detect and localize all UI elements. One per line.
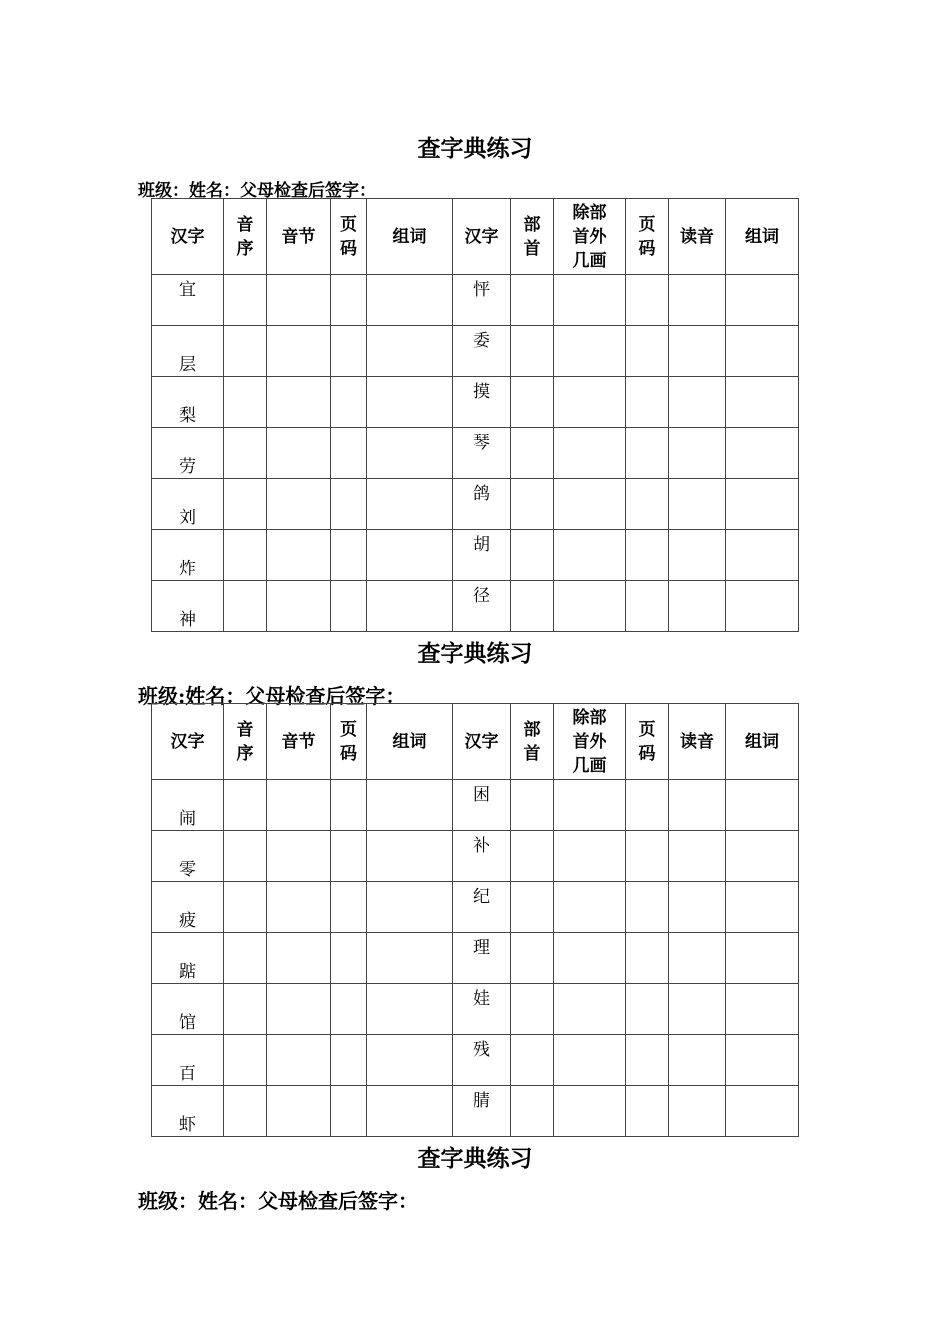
header-text: 码 [638, 743, 656, 764]
blank-cell[interactable] [331, 831, 367, 882]
right-char-cell: 残 [453, 1035, 511, 1086]
blank-cell[interactable] [669, 377, 726, 428]
blank-cell[interactable] [331, 377, 367, 428]
blank-cell[interactable] [511, 479, 554, 530]
blank-cell[interactable] [511, 882, 554, 933]
table-row [152, 479, 799, 530]
blank-cell[interactable] [626, 831, 669, 882]
blank-cell[interactable] [224, 479, 267, 530]
header-yinjie: 音节 [267, 199, 331, 275]
header-text: 音 [236, 214, 254, 235]
table-header-row [152, 199, 799, 275]
blank-cell[interactable] [511, 984, 554, 1035]
blank-cell[interactable] [367, 530, 453, 581]
blank-cell[interactable] [224, 984, 267, 1035]
right-char-cell: 胡 [453, 530, 511, 581]
blank-cell[interactable] [367, 326, 453, 377]
left-char-cell: 刘 [152, 479, 224, 530]
header-text: 音 [236, 719, 254, 740]
header-strokes [554, 704, 626, 780]
table-row [152, 275, 799, 326]
blank-cell[interactable] [267, 882, 331, 933]
blank-cell[interactable] [669, 479, 726, 530]
blank-cell[interactable] [224, 831, 267, 882]
blank-cell[interactable] [554, 1035, 626, 1086]
table-row [152, 377, 799, 428]
blank-cell[interactable] [367, 428, 453, 479]
header-text: 页 [340, 719, 357, 740]
table-row [152, 1086, 799, 1137]
blank-cell[interactable] [331, 581, 367, 632]
blank-cell[interactable] [669, 984, 726, 1035]
right-char-cell: 怦 [453, 275, 511, 326]
blank-cell[interactable] [267, 984, 331, 1035]
blank-cell[interactable] [554, 882, 626, 933]
section-1-info-line: 班级：姓名：父母检查后签字： [138, 181, 376, 201]
section-1-title: 查字典练习 [417, 135, 533, 162]
left-char-cell: 虾 [152, 1086, 224, 1137]
header-text: 序 [236, 238, 254, 259]
blank-cell[interactable] [224, 275, 267, 326]
section-2-table [151, 703, 799, 1137]
blank-cell[interactable] [331, 479, 367, 530]
blank-cell[interactable] [267, 326, 331, 377]
blank-cell[interactable] [726, 581, 799, 632]
header-yinjie: 音节 [267, 704, 331, 780]
header-text: 首外 [572, 731, 607, 752]
blank-cell[interactable] [224, 1035, 267, 1086]
blank-cell[interactable] [331, 780, 367, 831]
blank-cell[interactable] [726, 377, 799, 428]
blank-cell[interactable] [626, 780, 669, 831]
blank-cell[interactable] [669, 428, 726, 479]
left-char-cell: 神 [152, 581, 224, 632]
header-hanzi: 汉字 [152, 704, 224, 780]
blank-cell[interactable] [367, 984, 453, 1035]
blank-cell[interactable] [726, 933, 799, 984]
section-3-info-line: 班级：姓名：父母检查后签字： [138, 1189, 418, 1213]
right-char-cell: 摸 [453, 377, 511, 428]
header-text: 除部 [572, 202, 607, 223]
header-yinxu [224, 199, 267, 275]
blank-cell[interactable] [554, 326, 626, 377]
blank-cell[interactable] [554, 530, 626, 581]
blank-cell[interactable] [554, 984, 626, 1035]
left-char-cell: 百 [152, 1035, 224, 1086]
blank-cell[interactable] [726, 831, 799, 882]
blank-cell[interactable] [626, 933, 669, 984]
blank-cell[interactable] [224, 428, 267, 479]
table-row [152, 831, 799, 882]
section-2-info-line: 班级:姓名：父母检查后签字： [138, 684, 406, 708]
blank-cell[interactable] [726, 479, 799, 530]
blank-cell[interactable] [669, 1035, 726, 1086]
blank-cell[interactable] [669, 581, 726, 632]
blank-cell[interactable] [626, 984, 669, 1035]
blank-cell[interactable] [626, 581, 669, 632]
blank-cell[interactable] [224, 1086, 267, 1137]
blank-cell[interactable] [626, 275, 669, 326]
blank-cell[interactable] [367, 581, 453, 632]
header-text: 码 [340, 743, 357, 764]
header-zuci-2: 组词 [726, 199, 799, 275]
left-char-cell: 零 [152, 831, 224, 882]
blank-cell[interactable] [511, 780, 554, 831]
blank-cell[interactable] [367, 377, 453, 428]
left-char-cell: 劳 [152, 428, 224, 479]
blank-cell[interactable] [626, 377, 669, 428]
blank-cell[interactable] [511, 275, 554, 326]
left-char-cell: 踮 [152, 933, 224, 984]
table-header-row [152, 704, 799, 780]
blank-cell[interactable] [224, 377, 267, 428]
header-duyin: 读音 [669, 199, 726, 275]
blank-cell[interactable] [511, 326, 554, 377]
blank-cell[interactable] [626, 1035, 669, 1086]
blank-cell[interactable] [554, 831, 626, 882]
blank-cell[interactable] [626, 326, 669, 377]
right-char-cell: 腈 [453, 1086, 511, 1137]
header-yema [331, 199, 367, 275]
blank-cell[interactable] [554, 275, 626, 326]
blank-cell[interactable] [669, 275, 726, 326]
blank-cell[interactable] [554, 581, 626, 632]
right-char-cell: 理 [453, 933, 511, 984]
header-text: 几画 [572, 250, 607, 271]
header-text: 页 [638, 214, 656, 235]
blank-cell[interactable] [224, 780, 267, 831]
blank-cell[interactable] [511, 428, 554, 479]
header-strokes [554, 199, 626, 275]
blank-cell[interactable] [726, 882, 799, 933]
header-bushou [511, 704, 554, 780]
blank-cell[interactable] [367, 479, 453, 530]
blank-cell[interactable] [267, 933, 331, 984]
right-char-cell: 琴 [453, 428, 511, 479]
header-hanzi-2: 汉字 [453, 704, 511, 780]
blank-cell[interactable] [554, 1086, 626, 1137]
blank-cell[interactable] [669, 780, 726, 831]
header-text: 码 [638, 238, 656, 259]
table-row [152, 780, 799, 831]
blank-cell[interactable] [331, 933, 367, 984]
blank-cell[interactable] [726, 1086, 799, 1137]
blank-cell[interactable] [726, 780, 799, 831]
blank-cell[interactable] [554, 428, 626, 479]
blank-cell[interactable] [267, 377, 331, 428]
header-zuci-2: 组词 [726, 704, 799, 780]
blank-cell[interactable] [669, 933, 726, 984]
blank-cell[interactable] [267, 831, 331, 882]
blank-cell[interactable] [511, 530, 554, 581]
header-yema-2 [626, 704, 669, 780]
blank-cell[interactable] [331, 882, 367, 933]
blank-cell[interactable] [669, 530, 726, 581]
blank-cell[interactable] [331, 984, 367, 1035]
blank-cell[interactable] [331, 1086, 367, 1137]
blank-cell[interactable] [224, 933, 267, 984]
blank-cell[interactable] [267, 1035, 331, 1086]
blank-cell[interactable] [267, 780, 331, 831]
blank-cell[interactable] [554, 780, 626, 831]
blank-cell[interactable] [554, 479, 626, 530]
left-char-cell: 疲 [152, 882, 224, 933]
blank-cell[interactable] [367, 882, 453, 933]
header-text: 首 [523, 238, 541, 259]
blank-cell[interactable] [669, 831, 726, 882]
header-hanzi-2: 汉字 [453, 199, 511, 275]
table-row [152, 581, 799, 632]
blank-cell[interactable] [511, 581, 554, 632]
blank-cell[interactable] [726, 326, 799, 377]
blank-cell[interactable] [511, 1086, 554, 1137]
blank-cell[interactable] [726, 984, 799, 1035]
header-text: 除部 [572, 707, 607, 728]
blank-cell[interactable] [367, 831, 453, 882]
left-char-cell: 炸 [152, 530, 224, 581]
section-3-title: 查字典练习 [417, 1145, 533, 1172]
blank-cell[interactable] [669, 1086, 726, 1137]
blank-cell[interactable] [331, 275, 367, 326]
header-duyin: 读音 [669, 704, 726, 780]
blank-cell[interactable] [626, 882, 669, 933]
blank-cell[interactable] [367, 275, 453, 326]
blank-cell[interactable] [224, 882, 267, 933]
blank-cell[interactable] [726, 428, 799, 479]
right-char-cell: 娃 [453, 984, 511, 1035]
blank-cell[interactable] [267, 275, 331, 326]
table-row [152, 326, 799, 377]
blank-cell[interactable] [331, 428, 367, 479]
header-bushou [511, 199, 554, 275]
table-row [152, 882, 799, 933]
blank-cell[interactable] [726, 275, 799, 326]
header-text: 页 [638, 719, 656, 740]
header-text: 首外 [572, 226, 607, 247]
blank-cell[interactable] [367, 780, 453, 831]
blank-cell[interactable] [224, 530, 267, 581]
table-row [152, 933, 799, 984]
blank-cell[interactable] [331, 1035, 367, 1086]
blank-cell[interactable] [511, 377, 554, 428]
header-hanzi: 汉字 [152, 199, 224, 275]
header-text: 码 [340, 238, 357, 259]
blank-cell[interactable] [267, 1086, 331, 1137]
right-char-cell: 纪 [453, 882, 511, 933]
blank-cell[interactable] [224, 326, 267, 377]
header-text: 部 [523, 719, 541, 740]
blank-cell[interactable] [726, 1035, 799, 1086]
blank-cell[interactable] [626, 1086, 669, 1137]
header-text: 序 [236, 743, 254, 764]
table-row [152, 1035, 799, 1086]
left-char-cell: 闹 [152, 780, 224, 831]
header-text: 几画 [572, 755, 607, 776]
blank-cell[interactable] [267, 428, 331, 479]
blank-cell[interactable] [331, 326, 367, 377]
blank-cell[interactable] [224, 581, 267, 632]
blank-cell[interactable] [669, 882, 726, 933]
blank-cell[interactable] [626, 479, 669, 530]
blank-cell[interactable] [554, 377, 626, 428]
header-text: 首 [523, 743, 541, 764]
blank-cell[interactable] [267, 581, 331, 632]
header-zuci: 组词 [367, 704, 453, 780]
blank-cell[interactable] [511, 933, 554, 984]
blank-cell[interactable] [511, 1035, 554, 1086]
right-char-cell: 委 [453, 326, 511, 377]
section-1-table [151, 198, 799, 632]
blank-cell[interactable] [669, 326, 726, 377]
section-2-title: 查字典练习 [417, 640, 533, 667]
blank-cell[interactable] [367, 1086, 453, 1137]
left-char-cell: 宜 [152, 275, 224, 326]
left-char-cell: 梨 [152, 377, 224, 428]
table-row [152, 530, 799, 581]
right-char-cell: 径 [453, 581, 511, 632]
blank-cell[interactable] [267, 479, 331, 530]
header-yema-2 [626, 199, 669, 275]
blank-cell[interactable] [367, 1035, 453, 1086]
header-text: 页 [340, 214, 357, 235]
blank-cell[interactable] [626, 428, 669, 479]
right-char-cell: 鸽 [453, 479, 511, 530]
blank-cell[interactable] [331, 530, 367, 581]
blank-cell[interactable] [367, 933, 453, 984]
blank-cell[interactable] [267, 530, 331, 581]
right-char-cell: 困 [453, 780, 511, 831]
blank-cell[interactable] [726, 530, 799, 581]
blank-cell[interactable] [554, 933, 626, 984]
header-text: 部 [523, 214, 541, 235]
table-row [152, 428, 799, 479]
header-yema [331, 704, 367, 780]
left-char-cell: 馆 [152, 984, 224, 1035]
left-char-cell: 层 [152, 326, 224, 377]
blank-cell[interactable] [626, 530, 669, 581]
blank-cell[interactable] [511, 831, 554, 882]
header-zuci: 组词 [367, 199, 453, 275]
header-yinxu [224, 704, 267, 780]
right-char-cell: 补 [453, 831, 511, 882]
table-row [152, 984, 799, 1035]
